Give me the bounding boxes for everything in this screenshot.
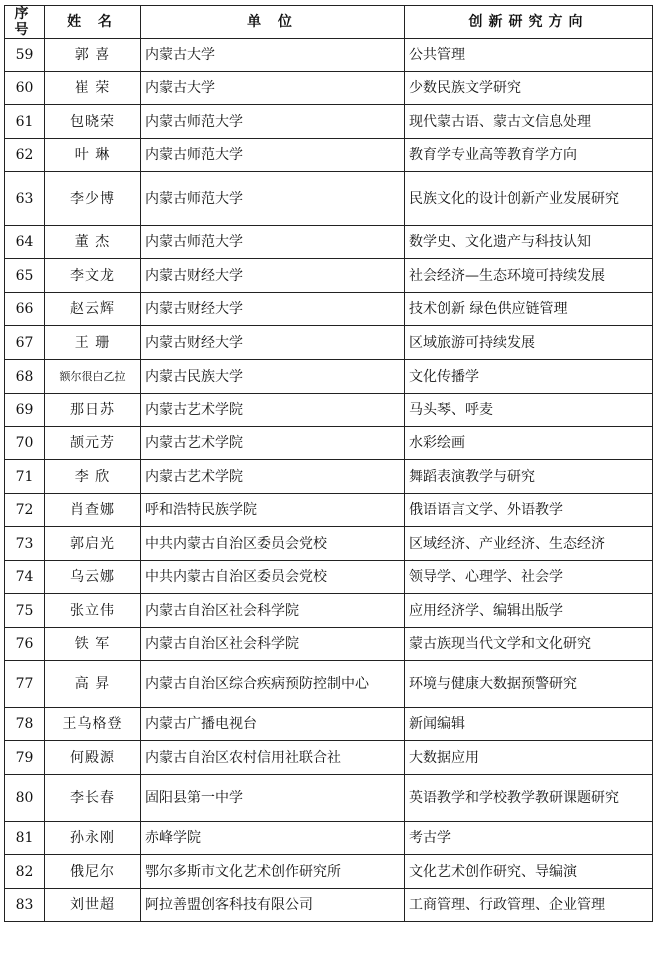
row-serial-number: 64: [5, 226, 45, 259]
row-serial-number: 80: [5, 775, 45, 822]
row-serial-number: 63: [5, 172, 45, 226]
row-research-direction: 区域旅游可持续发展: [405, 326, 653, 360]
row-serial-number: 69: [5, 394, 45, 427]
row-research-direction: 工商管理、行政管理、企业管理: [405, 889, 653, 922]
row-unit: 内蒙古自治区社会科学院: [141, 594, 405, 628]
row-serial-number: 76: [5, 628, 45, 661]
row-unit: 内蒙古财经大学: [141, 259, 405, 293]
row-unit: 中共内蒙古自治区委员会党校: [141, 527, 405, 561]
row-research-direction: 区域经济、产业经济、生态经济: [405, 527, 653, 561]
row-name: 包晓荣: [45, 105, 141, 139]
row-unit: 内蒙古自治区农村信用社联合社: [141, 741, 405, 775]
row-name: 铁 军: [45, 628, 141, 661]
row-unit: 内蒙古自治区社会科学院: [141, 628, 405, 661]
row-serial-number: 62: [5, 139, 45, 172]
row-name: 崔 荣: [45, 72, 141, 105]
table-row: [5, 394, 653, 427]
table-row: [5, 226, 653, 259]
row-name: 额尔很白乙拉: [45, 360, 141, 394]
row-name: 郭启光: [45, 527, 141, 561]
table-row: [5, 708, 653, 741]
row-serial-number: 72: [5, 494, 45, 527]
row-research-direction: 社会经济—生态环境可持续发展: [405, 259, 653, 293]
row-name: 何殿源: [45, 741, 141, 775]
row-research-direction: 环境与健康大数据预警研究: [405, 661, 653, 708]
row-serial-number: 71: [5, 460, 45, 494]
row-serial-number: 66: [5, 293, 45, 326]
row-unit: 内蒙古师范大学: [141, 172, 405, 226]
table-row: [5, 72, 653, 105]
row-name: 郭 喜: [45, 39, 141, 72]
row-research-direction: 大数据应用: [405, 741, 653, 775]
row-serial-number: 77: [5, 661, 45, 708]
table-row: [5, 594, 653, 628]
row-name: 孙永刚: [45, 822, 141, 855]
table-row: [5, 741, 653, 775]
row-unit: 内蒙古大学: [141, 72, 405, 105]
table-row: [5, 39, 653, 72]
header-name: 姓 名: [45, 6, 141, 39]
row-serial-number: 65: [5, 259, 45, 293]
row-unit: 鄂尔多斯市文化艺术创作研究所: [141, 855, 405, 889]
row-unit: 中共内蒙古自治区委员会党校: [141, 561, 405, 594]
row-serial-number: 60: [5, 72, 45, 105]
table-row: [5, 139, 653, 172]
row-name: 王乌格登: [45, 708, 141, 741]
row-unit: 呼和浩特民族学院: [141, 494, 405, 527]
row-research-direction: 技术创新 绿色供应链管理: [405, 293, 653, 326]
row-research-direction: 文化艺术创作研究、导编演: [405, 855, 653, 889]
row-unit: 内蒙古广播电视台: [141, 708, 405, 741]
row-unit: 固阳县第一中学: [141, 775, 405, 822]
table-row: [5, 889, 653, 922]
table-row: [5, 460, 653, 494]
row-research-direction: 英语教学和学校教学教研课题研究: [405, 775, 653, 822]
row-unit: 内蒙古艺术学院: [141, 394, 405, 427]
table-row: [5, 628, 653, 661]
row-research-direction: 考古学: [405, 822, 653, 855]
row-research-direction: 文化传播学: [405, 360, 653, 394]
row-serial-number: 82: [5, 855, 45, 889]
row-research-direction: 教育学专业高等教育学方向: [405, 139, 653, 172]
table-row: [5, 360, 653, 394]
row-serial-number: 81: [5, 822, 45, 855]
row-name: 俄尼尔: [45, 855, 141, 889]
row-research-direction: 应用经济学、编辑出版学: [405, 594, 653, 628]
row-research-direction: 公共管理: [405, 39, 653, 72]
row-serial-number: 75: [5, 594, 45, 628]
row-research-direction: 民族文化的设计创新产业发展研究: [405, 172, 653, 226]
header-research-direction: 创新研究方向: [405, 6, 653, 39]
row-serial-number: 73: [5, 527, 45, 561]
row-serial-number: 70: [5, 427, 45, 460]
row-name: 颉元芳: [45, 427, 141, 460]
row-serial-number: 61: [5, 105, 45, 139]
row-name: 刘世超: [45, 889, 141, 922]
row-serial-number: 67: [5, 326, 45, 360]
table-row: [5, 855, 653, 889]
row-research-direction: 舞蹈表演教学与研究: [405, 460, 653, 494]
row-name: 叶 琳: [45, 139, 141, 172]
table-row: [5, 326, 653, 360]
table-row: [5, 494, 653, 527]
header-row: [5, 6, 653, 39]
row-research-direction: 新闻编辑: [405, 708, 653, 741]
table-row: [5, 561, 653, 594]
row-research-direction: 少数民族文学研究: [405, 72, 653, 105]
row-name: 张立伟: [45, 594, 141, 628]
table-row: [5, 822, 653, 855]
row-name: 赵云辉: [45, 293, 141, 326]
row-unit: 阿拉善盟创客科技有限公司: [141, 889, 405, 922]
row-unit: 内蒙古财经大学: [141, 293, 405, 326]
row-research-direction: 俄语语言文学、外语教学: [405, 494, 653, 527]
row-name: 李 欣: [45, 460, 141, 494]
table-row: [5, 661, 653, 708]
row-name: 乌云娜: [45, 561, 141, 594]
row-unit: 内蒙古师范大学: [141, 139, 405, 172]
row-unit: 赤峰学院: [141, 822, 405, 855]
table-row: [5, 172, 653, 226]
table-row: [5, 527, 653, 561]
row-name: 肖查娜: [45, 494, 141, 527]
row-research-direction: 马头琴、呼麦: [405, 394, 653, 427]
row-unit: 内蒙古自治区综合疾病预防控制中心: [141, 661, 405, 708]
row-name: 高 昇: [45, 661, 141, 708]
header-unit: 单 位: [141, 6, 405, 39]
row-unit: 内蒙古师范大学: [141, 105, 405, 139]
table-row: [5, 105, 653, 139]
row-unit: 内蒙古财经大学: [141, 326, 405, 360]
row-name: 那日苏: [45, 394, 141, 427]
row-unit: 内蒙古师范大学: [141, 226, 405, 259]
row-research-direction: 蒙古族现当代文学和文化研究: [405, 628, 653, 661]
table-row: [5, 293, 653, 326]
row-unit: 内蒙古大学: [141, 39, 405, 72]
row-name: 李长春: [45, 775, 141, 822]
row-research-direction: 现代蒙古语、蒙古文信息处理: [405, 105, 653, 139]
table-row: [5, 775, 653, 822]
row-unit: 内蒙古艺术学院: [141, 427, 405, 460]
row-unit: 内蒙古艺术学院: [141, 460, 405, 494]
row-serial-number: 74: [5, 561, 45, 594]
row-research-direction: 水彩绘画: [405, 427, 653, 460]
document-page: [4, 5, 653, 922]
row-research-direction: 数学史、文化遗产与科技认知: [405, 226, 653, 259]
roster-table: [4, 5, 653, 922]
row-serial-number: 78: [5, 708, 45, 741]
row-name: 董 杰: [45, 226, 141, 259]
table-row: [5, 427, 653, 460]
row-serial-number: 59: [5, 39, 45, 72]
table-body: [5, 39, 653, 922]
row-name: 李文龙: [45, 259, 141, 293]
row-unit: 内蒙古民族大学: [141, 360, 405, 394]
table-row: [5, 259, 653, 293]
header-serial-number: 序号: [5, 6, 45, 39]
row-serial-number: 79: [5, 741, 45, 775]
row-name: 李少博: [45, 172, 141, 226]
row-research-direction: 领导学、心理学、社会学: [405, 561, 653, 594]
row-serial-number: 68: [5, 360, 45, 394]
row-name: 王 珊: [45, 326, 141, 360]
row-serial-number: 83: [5, 889, 45, 922]
